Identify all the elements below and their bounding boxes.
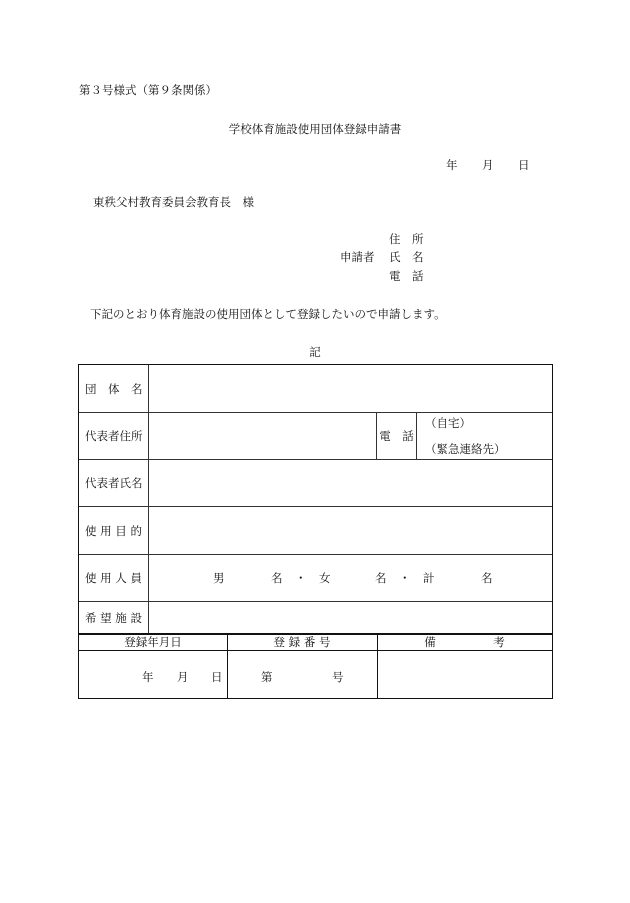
users-dot: ・ <box>399 571 411 585</box>
divider <box>377 634 378 698</box>
rep-name-field[interactable] <box>149 460 552 506</box>
row-group-name <box>79 365 552 413</box>
page-title: 学校体育施設使用団体登録申請書 <box>228 122 402 136</box>
reg-number-go: 号 <box>332 670 344 684</box>
intro-text: 下記のとおり体育施設の使用団体として登録したいので申請します。 <box>90 307 446 321</box>
facility-field[interactable] <box>149 602 552 633</box>
remarks-header: 備 考 <box>377 634 552 651</box>
applicant-label: 申請者 <box>340 250 375 264</box>
reg-date-month: 月 <box>177 670 189 684</box>
phone-label: 電 話 <box>377 413 417 459</box>
row-facility <box>79 602 552 633</box>
applicant-phone-label: 電 話 <box>389 269 424 283</box>
users-label: 使 用 人 員 <box>79 555 149 601</box>
applicant-name-label: 氏 名 <box>389 250 424 264</box>
users-male-unit: 名 <box>271 571 283 585</box>
office-use-table <box>78 633 553 699</box>
purpose-label: 使 用 目 的 <box>79 507 149 554</box>
reg-date-year: 年 <box>142 670 154 684</box>
rep-name-label: 代表者氏名 <box>79 460 149 506</box>
application-table <box>78 364 553 635</box>
reg-date-header: 登録年月日 <box>79 634 227 651</box>
reg-number-dai: 第 <box>261 670 273 684</box>
users-dot: ・ <box>295 571 307 585</box>
phone-field[interactable] <box>417 413 552 459</box>
ki-heading: 記 <box>309 345 321 359</box>
users-field[interactable] <box>149 555 552 601</box>
applicant-address-label: 住 所 <box>389 232 424 246</box>
users-total-unit: 名 <box>481 571 493 585</box>
form-number: 第３号様式（第９条関係） <box>79 83 217 97</box>
row-users <box>79 555 552 602</box>
date-month: 月 <box>482 158 494 172</box>
date-day: 日 <box>518 158 530 172</box>
users-female: 女 <box>319 571 331 585</box>
reg-number-header: 登 録 番 号 <box>227 634 377 651</box>
row-purpose <box>79 507 552 555</box>
users-female-unit: 名 <box>375 571 387 585</box>
phone-home-label: （自宅） <box>425 416 471 430</box>
users-total: 計 <box>423 571 435 585</box>
divider <box>227 634 228 698</box>
phone-emergency-label: （緊急連絡先） <box>425 442 506 456</box>
users-male: 男 <box>213 571 225 585</box>
group-name-field[interactable] <box>149 365 552 412</box>
date-year: 年 <box>446 158 458 172</box>
purpose-field[interactable] <box>149 507 552 554</box>
addressee: 東秩父村教育委員会教育長 様 <box>93 195 254 209</box>
facility-label: 希 望 施 設 <box>79 602 149 633</box>
reg-date-day: 日 <box>211 670 223 684</box>
group-name-label: 団 体 名 <box>79 365 149 412</box>
row-rep-address <box>79 413 552 460</box>
rep-address-label: 代表者住所 <box>79 413 149 459</box>
row-rep-name <box>79 460 552 507</box>
rep-address-field[interactable] <box>149 413 377 459</box>
